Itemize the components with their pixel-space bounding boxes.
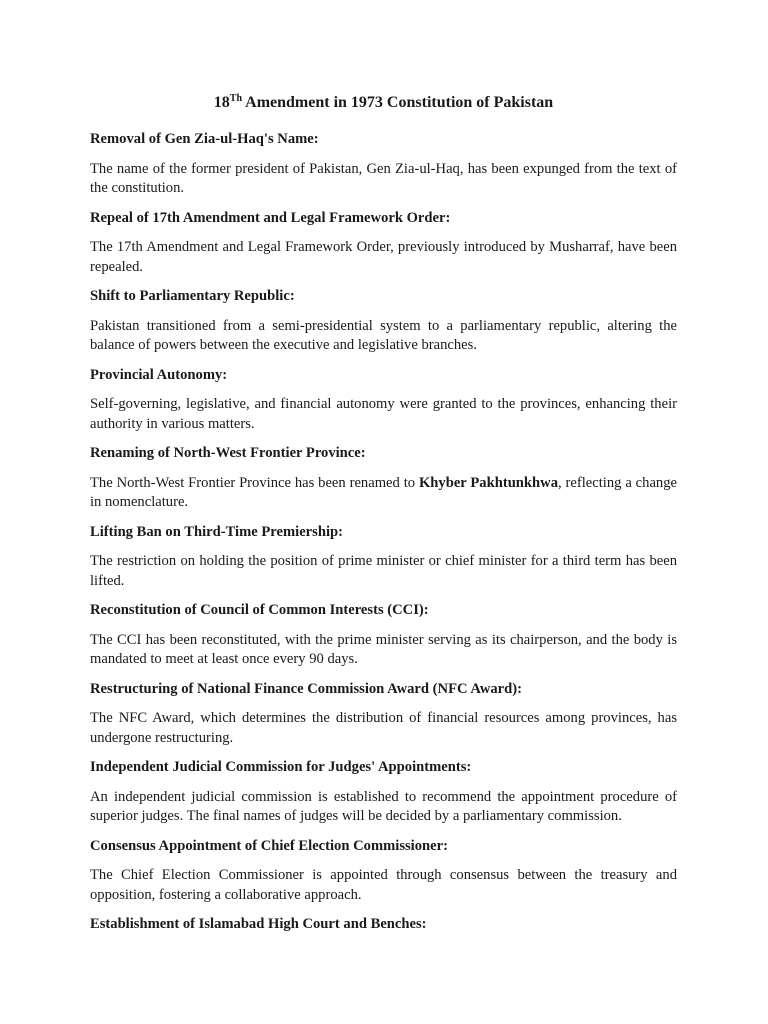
section-body: The 17th Amendment and Legal Framework Order, previously introduced by Musharraf, have been repealed. [90, 239, 677, 275]
section-heading: Provincial Autonomy: [90, 366, 228, 383]
section-heading: Removal of Gen Zia-ul-Haq's Name: [90, 131, 319, 147]
section-body: Self-governing, legislative, and financial autonomy were granted to the provinces, enhancing their authority in various matters. [90, 396, 677, 432]
section-body: The name of the former president of Pakistan, Gen Zia-ul-Haq, has been expunged from the text of the constitution. [90, 160, 677, 196]
section-heading: Restructuring of National Finance Commission Award (NFC Award): [90, 680, 522, 697]
section-heading: Shift to Parliamentary Republic: [90, 288, 295, 304]
document-title [90, 90, 677, 116]
section-body: The Chief Election Commissioner is appointed through consensus between the treasury and opposition, fostering a collaborative approach. [90, 867, 677, 903]
section-heading: Establishment of Islamabad High Court and Benches: [90, 916, 427, 932]
section-heading: Independent Judicial Commission for Judges' Appointments: [90, 759, 472, 775]
section-body: The restriction on holding the position of prime minister or chief minister for a third term has been lifted. [90, 553, 677, 589]
section-heading: Renaming of North-West Frontier Province: [90, 445, 366, 461]
body-text-after: , reflecting a change in nomenclature. [90, 474, 677, 510]
section-body: Pakistan transitioned from a semi-presidential system to a parliamentary republic, altering the balance of powers between the executive and legislative branches. [90, 317, 677, 353]
section-body: The NFC Award, which determines the distribution of financial resources among provinces, has undergone restructuring. [90, 710, 677, 746]
title-ordinal-suffix: Th [229, 93, 243, 104]
title-number: 18 [213, 94, 230, 111]
section-heading: Repeal of 17th Amendment and Legal Framework Order: [90, 209, 451, 226]
title-text: Amendment in 1973 Constitution of Pakistan [242, 94, 554, 111]
section-heading: Lifting Ban on Third-Time Premiership: [90, 523, 343, 540]
section-body: The CCI has been reconstituted, with the prime minister serving as its chairperson, and the body is mandated to meet at least once every 90 days. [90, 631, 677, 667]
body-text-before: The North-West Frontier Province has been renamed to [90, 474, 419, 491]
section-body [90, 474, 677, 513]
section-heading: Consensus Appointment of Chief Election Commissioner: [90, 837, 448, 854]
section-heading: Reconstitution of Council of Common Interests (CCI): [90, 602, 429, 618]
document-page [90, 90, 677, 935]
section-body: An independent judicial commission is established to recommend the appointment procedure of superior judges. The final names of judges will be decided by a parliamentary commission. [90, 788, 677, 824]
province-name: Khyber Pakhtunkhwa [418, 474, 558, 491]
